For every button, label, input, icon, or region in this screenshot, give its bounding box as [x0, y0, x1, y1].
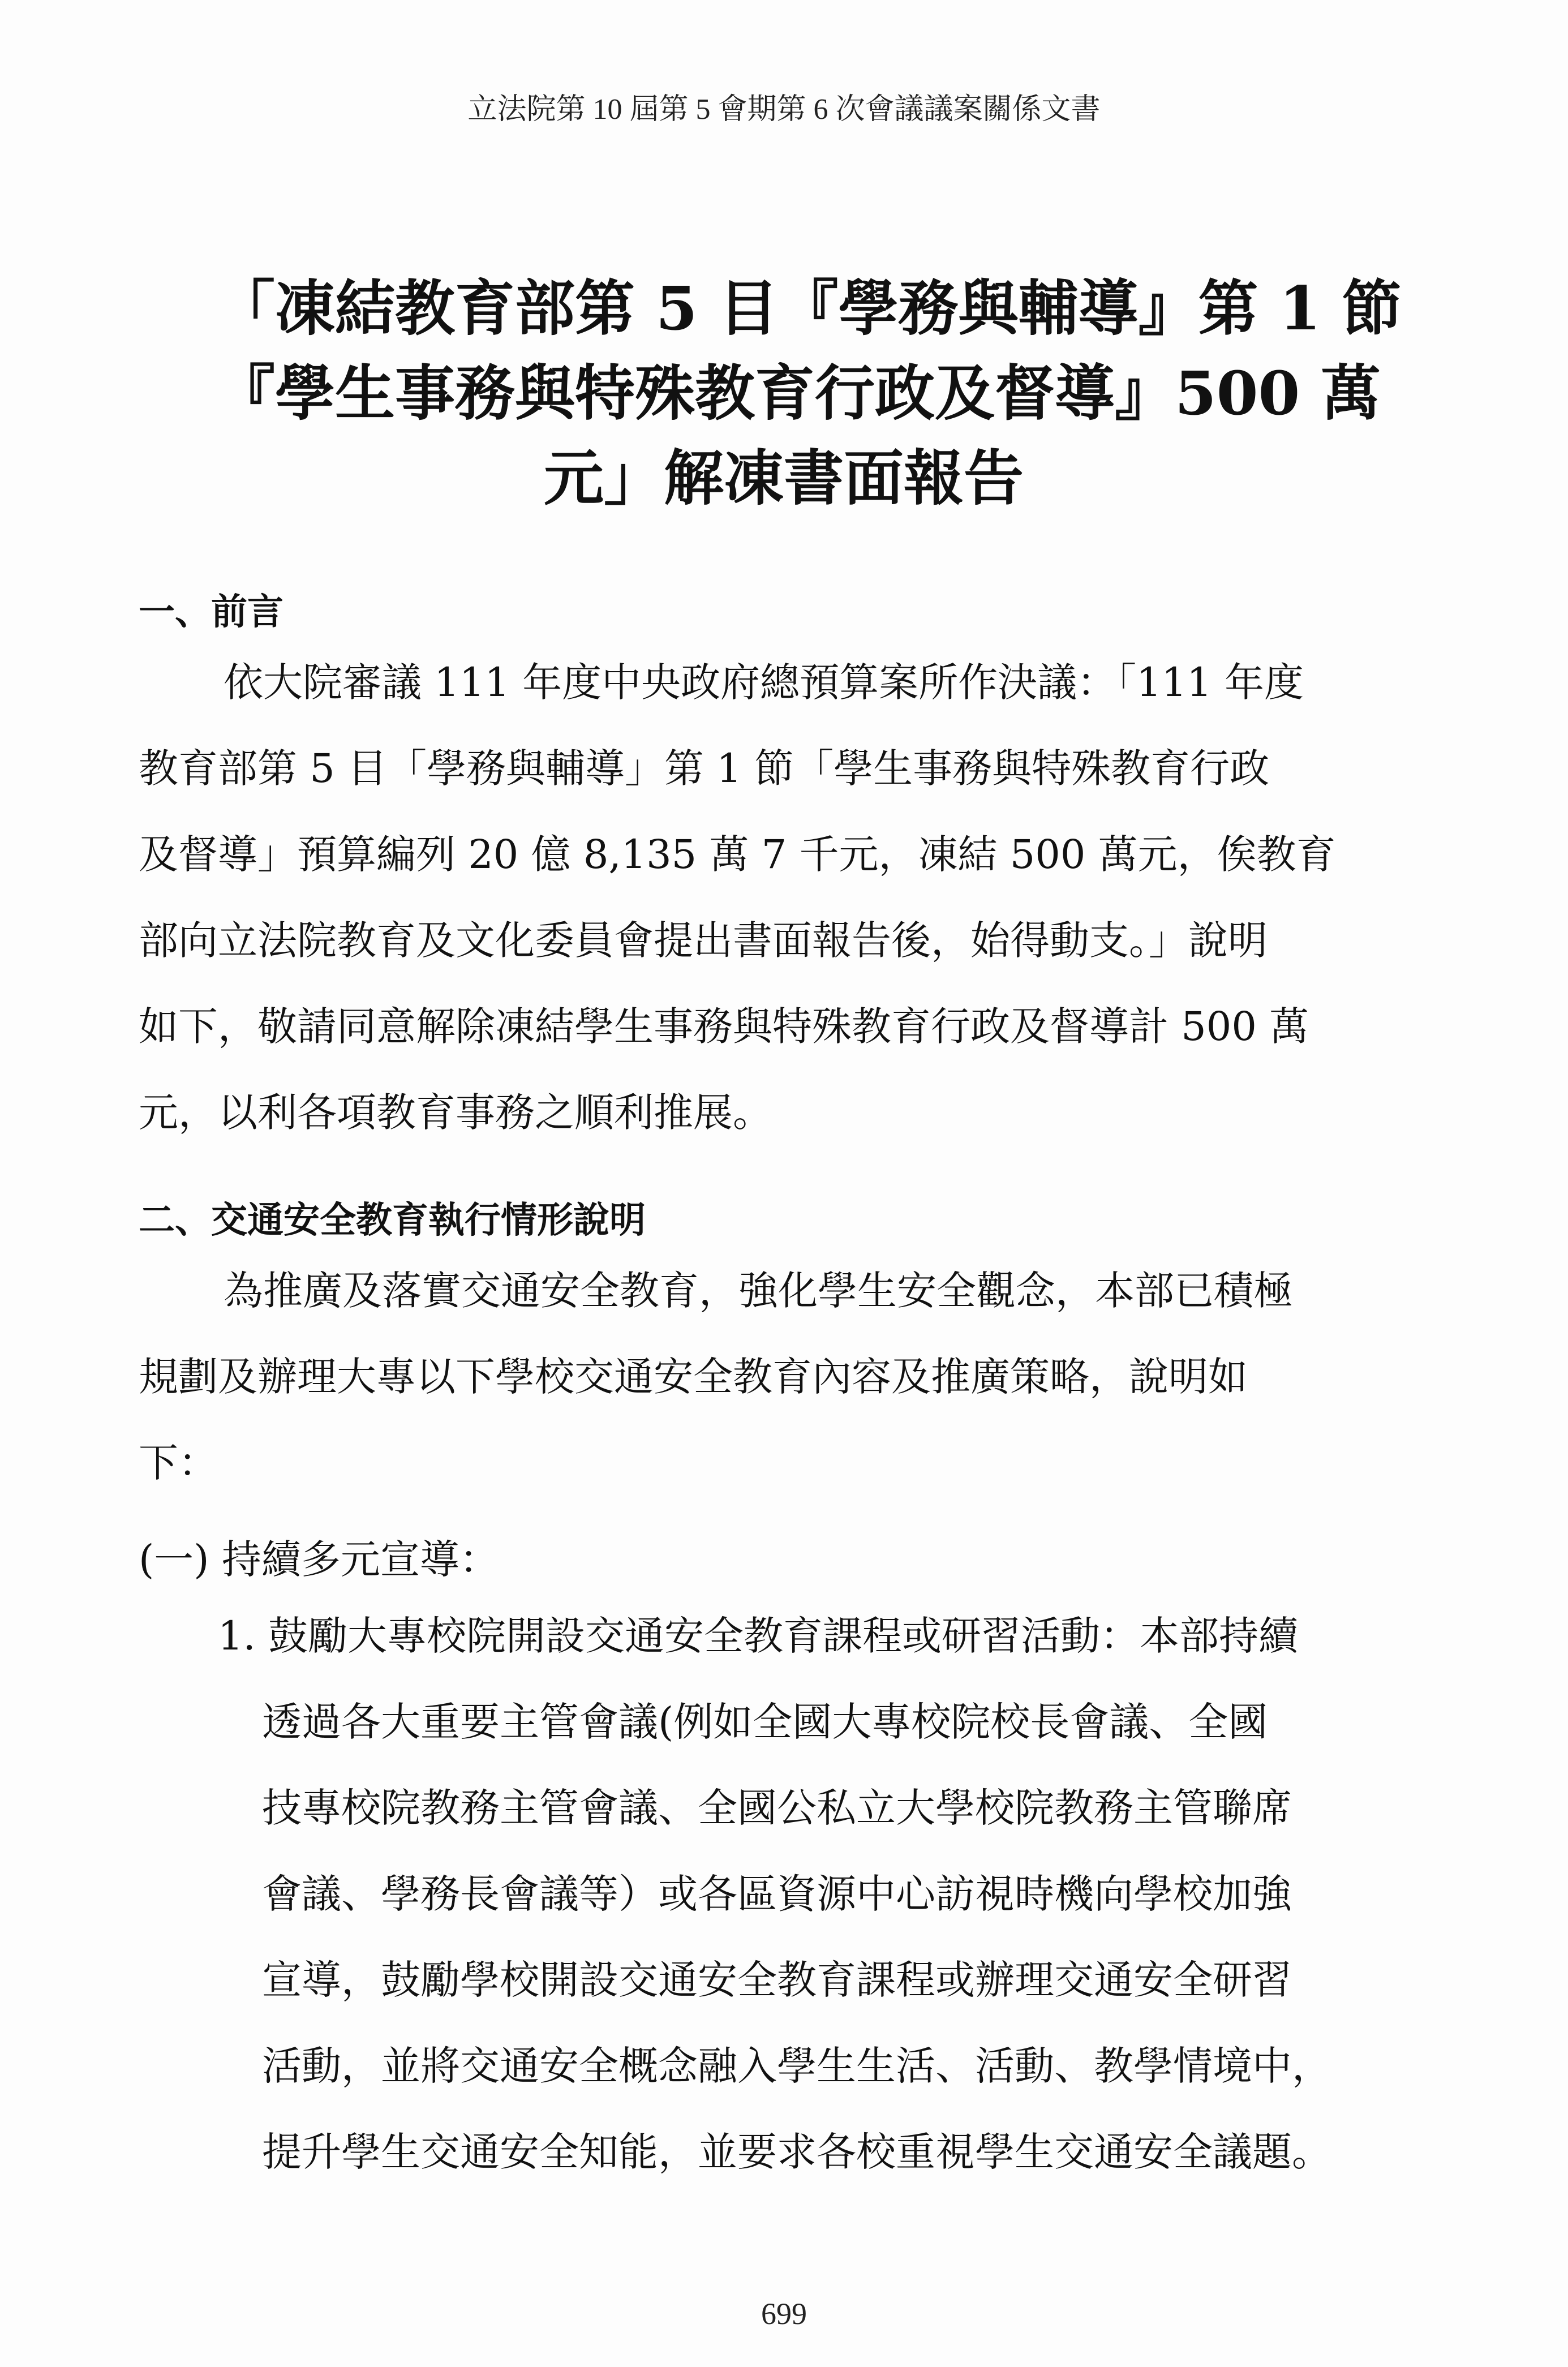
list-item-line: 透過各大重要主管會議(例如全國大專校院校長會議、全國 — [262, 1699, 1268, 1745]
preface-paragraph — [139, 639, 1378, 1155]
title-line: 『學生事務與特殊教育行政及督導』500 萬 — [215, 358, 1381, 428]
list-item — [218, 1593, 1384, 2195]
paragraph-line: 及督導」預算編列 20 億 8,135 萬 7 千元，凍結 500 萬元，俟教育 — [139, 831, 1336, 878]
list-item-line: 提升學生交通安全知能，並要求各校重視學生交通安全議題。 — [262, 2129, 1331, 2175]
paragraph-line: 下： — [139, 1440, 218, 1486]
traffic-safety-paragraph — [139, 1248, 1378, 1506]
paragraph-line: 為推廣及落實交通安全教育，強化學生安全觀念，本部已積極 — [224, 1268, 1293, 1314]
section-heading-traffic-safety: 二、交通安全教育執行情形說明 — [139, 1199, 646, 1242]
paragraph-line: 教育部第 5 目「學務與輔導」第 1 節「學生事務與特殊教育行政 — [139, 745, 1270, 792]
subsection-heading: (一) 持續多元宣導： — [139, 1536, 499, 1583]
list-item-line: 會議、學務長會議等）或各區資源中心訪視時機向學校加強 — [262, 1871, 1292, 1917]
list-item-line: 技專校院教務主管會議、全國公私立大學校院教務主管聯席 — [262, 1785, 1292, 1831]
paragraph-line: 如下，敬請同意解除凍結學生事務與特殊教育行政及督導計 500 萬 — [139, 1003, 1309, 1050]
page-number: 699 — [761, 2297, 807, 2331]
document-title — [215, 266, 1402, 521]
paragraph-line: 規劃及辦理大專以下學校交通安全教育內容及推廣策略，說明如 — [139, 1354, 1248, 1400]
title-line: 「凍結教育部第 5 目『學務與輔導』第 1 節 — [215, 273, 1402, 343]
paragraph-line: 元，以利各項教育事務之順利推展。 — [139, 1089, 772, 1136]
section-heading-preface: 一、前言 — [139, 591, 283, 633]
title-line: 元」解凍書面報告 — [544, 443, 1024, 513]
list-item-line: 宣導，鼓勵學校開設交通安全教育課程或辦理交通安全研習 — [262, 1957, 1292, 2003]
paragraph-line: 部向立法院教育及文化委員會提出書面報告後，始得動支。」說明 — [139, 917, 1268, 964]
running-header: 立法院第 10 屆第 5 會期第 6 次會議議案關係文書 — [467, 93, 1101, 126]
list-item-line: 活動，並將交通安全概念融入學生生活、活動、教學情境中， — [262, 2043, 1331, 2089]
paragraph-line: 依大院審議 111 年度中央政府總預算案所作決議：「111 年度 — [224, 659, 1304, 706]
list-item-line: 1. 鼓勵大專校院開設交通安全教育課程或研習活動：本部持續 — [218, 1613, 1299, 1659]
